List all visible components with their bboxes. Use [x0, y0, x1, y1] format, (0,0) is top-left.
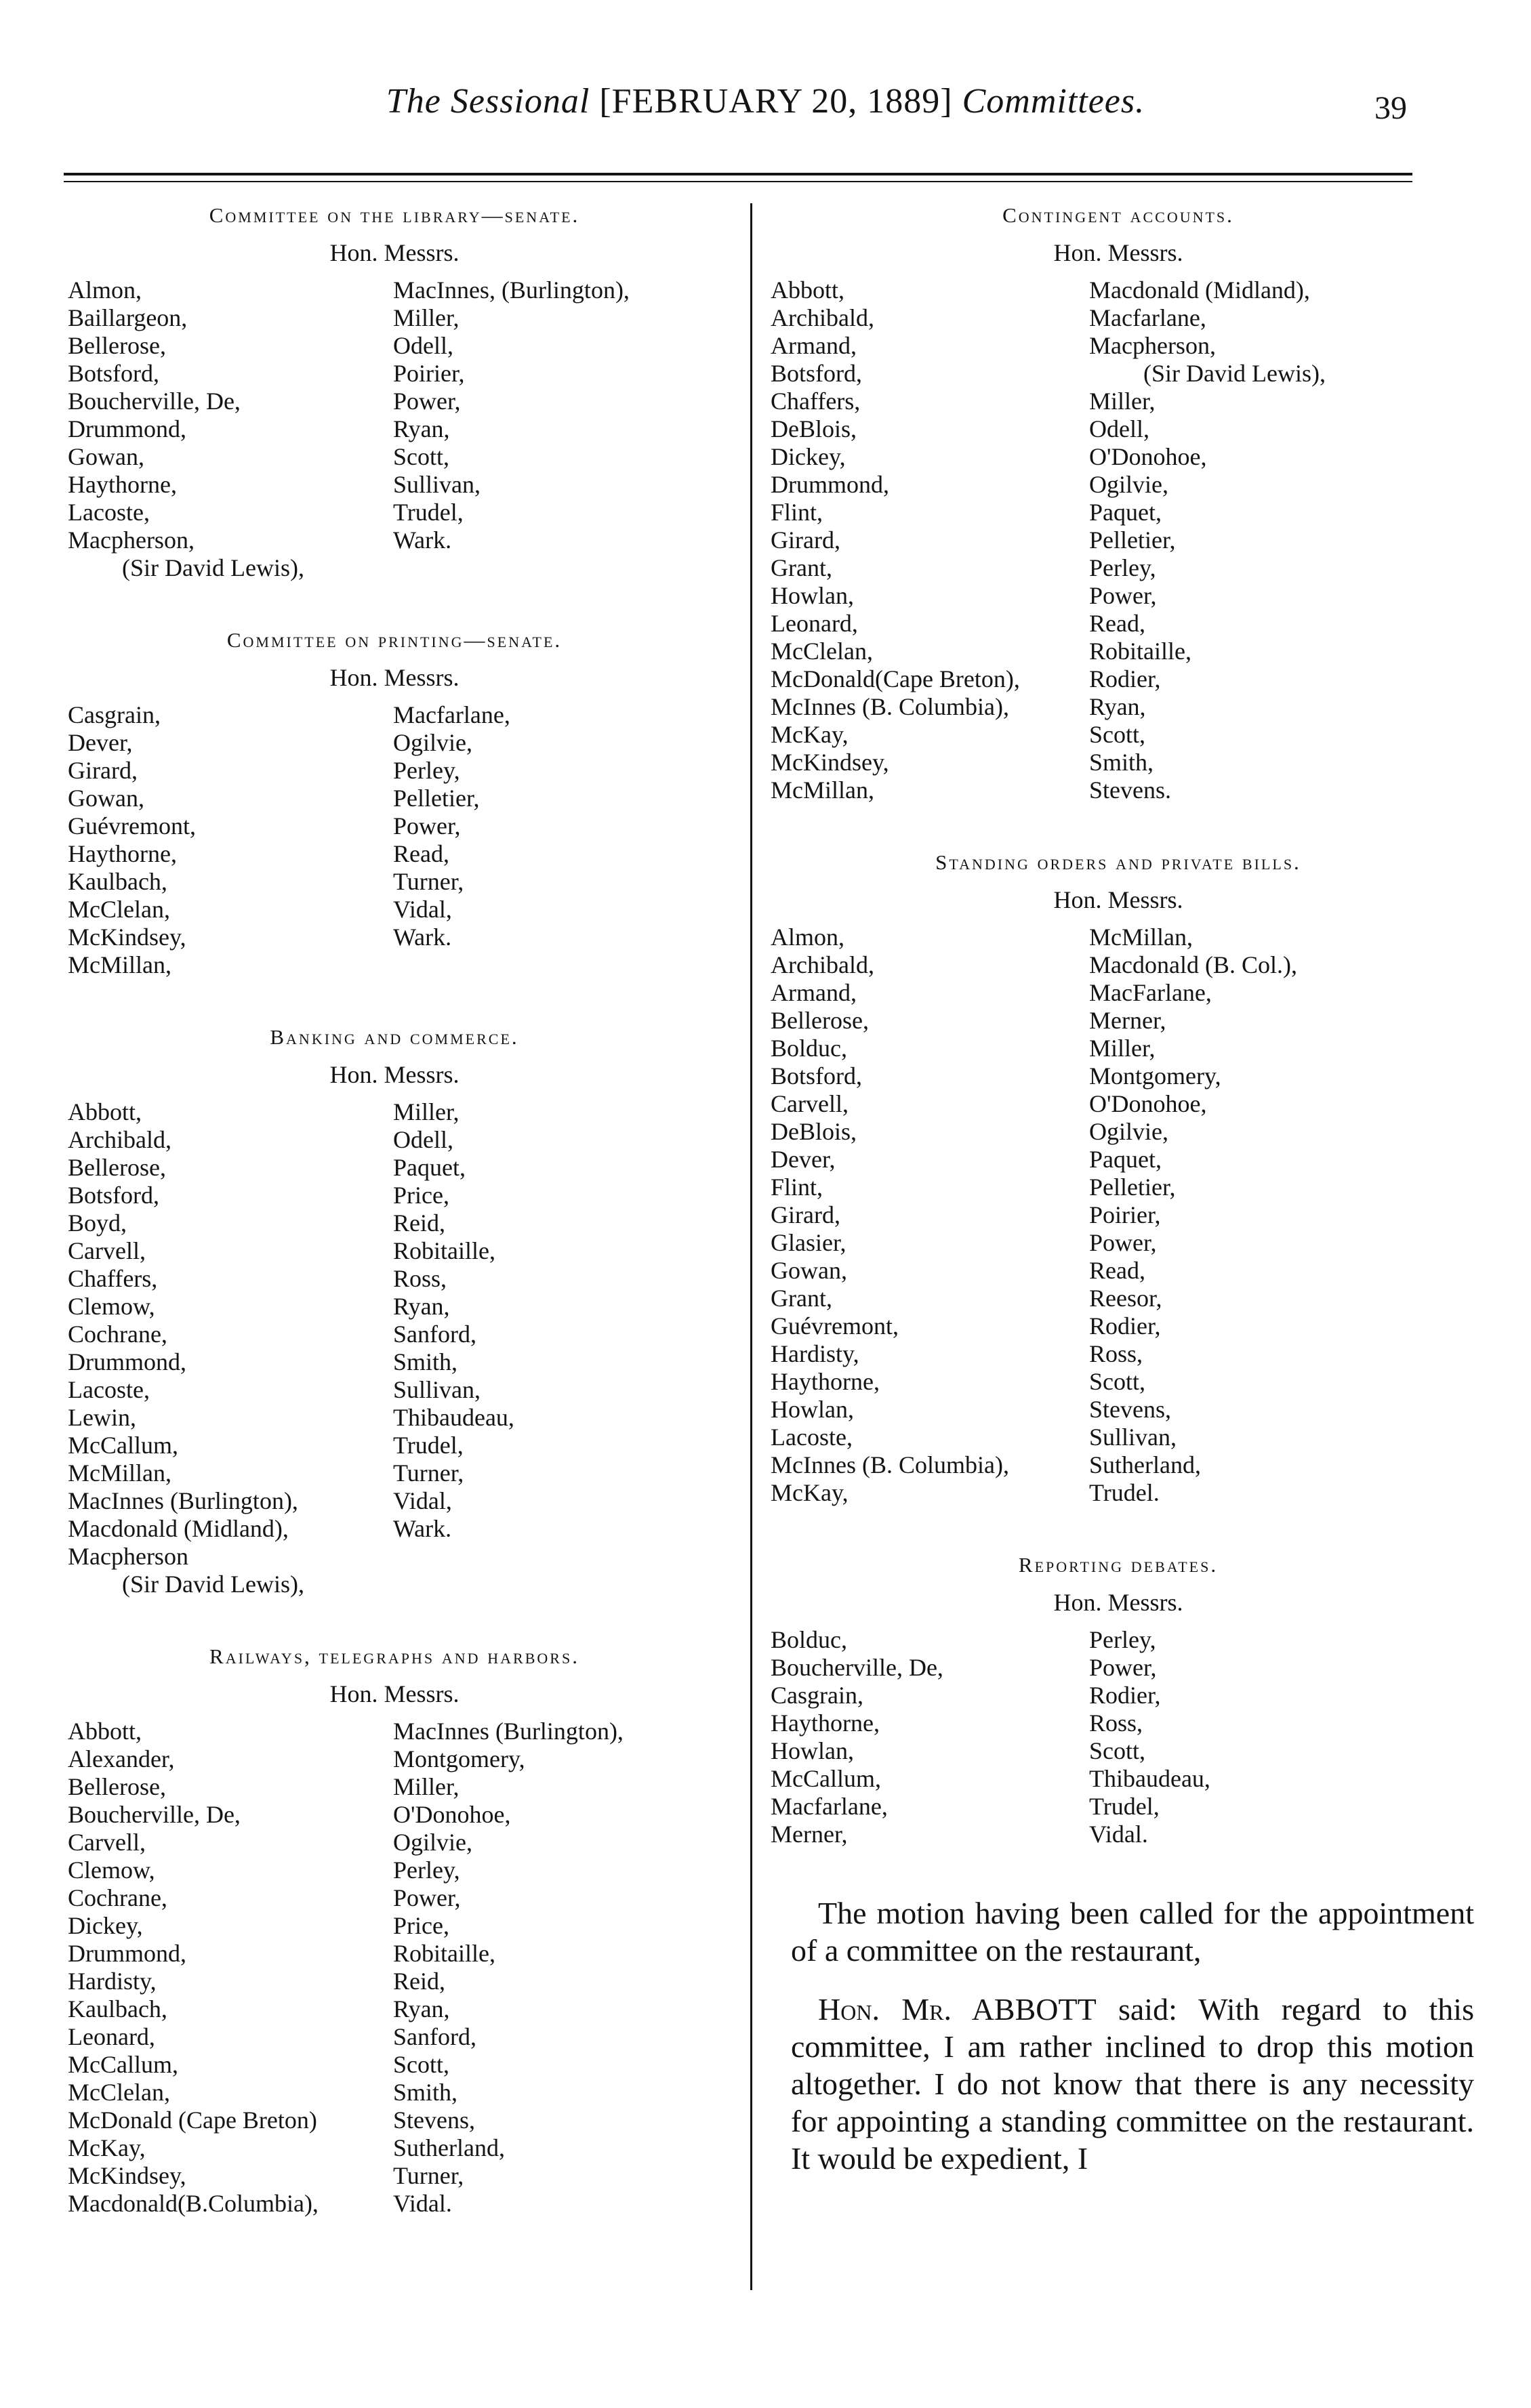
member-name: McKay,	[771, 1479, 849, 1506]
member-name: McClelan,	[771, 638, 873, 665]
member-name: Girard,	[771, 1201, 840, 1228]
member-name: McDonald (Cape Breton)	[68, 2106, 317, 2134]
member-column	[756, 1626, 1089, 1848]
member-name: McKindsey,	[771, 749, 889, 776]
page-number: 39	[1374, 90, 1407, 126]
running-head-left: The Sessional	[386, 82, 590, 121]
member-name: Poirier,	[393, 360, 465, 387]
member-name: Vidal.	[1089, 1821, 1148, 1848]
member-name: Odell,	[1089, 415, 1149, 442]
member-name: O'Donohoe,	[1089, 443, 1207, 470]
member-name: Robitaille,	[393, 1237, 495, 1264]
running-head-right: Committees.	[962, 82, 1145, 121]
member-name: Odell,	[393, 332, 453, 359]
member-name: Boucherville, De,	[68, 388, 241, 415]
column-divider	[750, 203, 752, 2290]
member-name: Sutherland,	[393, 2134, 505, 2161]
member-name: Power,	[1089, 1654, 1157, 1681]
member-name: Bellerose,	[68, 332, 166, 359]
member-name: Wark.	[393, 1515, 452, 1542]
member-name: Lacoste,	[68, 1376, 150, 1403]
member-name: Flint,	[771, 499, 823, 526]
member-name: Miller,	[393, 1773, 460, 1800]
member-name: Almon,	[771, 923, 845, 951]
member-name: Dever,	[771, 1146, 836, 1173]
member-name: Trudel,	[1089, 1793, 1160, 1820]
member-name: Pelletier,	[1089, 1174, 1176, 1201]
member-name: Turner,	[393, 2162, 464, 2189]
speech-text: said: With regard to this committee, I am rather inclined to drop this motion altogether. I do not know that there is any necessity for appointing a standing committee on the restaurant. It would be expedient, I	[791, 1992, 1474, 2176]
member-name: Ross,	[1089, 1709, 1143, 1737]
member-name: Botsford,	[68, 360, 159, 387]
committee-block	[756, 203, 1481, 804]
member-name: Flint,	[771, 1174, 823, 1201]
member-name: McDonald(Cape Breton),	[771, 665, 1020, 692]
member-name: Carvell,	[68, 1829, 146, 1856]
member-name: Ryan,	[1089, 693, 1146, 720]
committee-title: Contingent accounts.	[1002, 203, 1234, 227]
member-name: Dickey,	[771, 443, 846, 470]
member-name: Macfarlane,	[1089, 304, 1206, 331]
member-name: Haythorne,	[68, 840, 177, 867]
member-name: Scott,	[393, 2051, 450, 2078]
member-column	[756, 923, 1089, 1507]
member-name: Kaulbach,	[68, 868, 167, 895]
member-name: Howlan,	[771, 1737, 854, 1764]
committee-title: Committee on the library—senate.	[209, 203, 580, 227]
member-name: Trudel,	[393, 499, 464, 526]
member-name: Poirier,	[1089, 1201, 1161, 1228]
member-name: Gowan,	[68, 785, 144, 812]
member-name: Pelletier,	[393, 785, 480, 812]
member-name: Haythorne,	[771, 1368, 880, 1395]
committee-block	[62, 628, 727, 979]
member-name: Chaffers,	[771, 388, 861, 415]
committee-block	[756, 1553, 1481, 1848]
member-name: Howlan,	[771, 1396, 854, 1423]
member-name: Robitaille,	[393, 1940, 495, 1967]
member-name: Power,	[393, 1884, 461, 1911]
member-name: Gowan,	[771, 1257, 847, 1284]
member-name: Trudel,	[393, 1432, 464, 1459]
member-name: Armand,	[771, 979, 857, 1006]
member-name: Bellerose,	[68, 1773, 166, 1800]
member-name: Smith,	[393, 2079, 458, 2106]
member-column	[1089, 1626, 1442, 1848]
member-name: Hardisty,	[68, 1968, 157, 1995]
member-name: Rodier,	[1089, 1682, 1161, 1709]
member-name: DeBlois,	[771, 1118, 857, 1145]
member-name: Grant,	[771, 554, 832, 581]
member-name: Turner,	[393, 868, 464, 895]
member-name: Sullivan,	[393, 1376, 481, 1403]
committee-title: Banking and commerce.	[270, 1025, 519, 1049]
member-name: Dickey,	[68, 1912, 143, 1939]
committee-honorific: Hon. Messrs.	[1053, 1589, 1183, 1616]
member-name: McKindsey,	[68, 923, 186, 951]
member-name: Macfarlane,	[771, 1793, 888, 1820]
member-name: Ryan,	[393, 1995, 450, 2022]
member-name: Paquet,	[1089, 1146, 1162, 1173]
member-name: Drummond,	[68, 1348, 186, 1375]
member-name: Read,	[1089, 1257, 1145, 1284]
member-name: Archibald,	[771, 951, 874, 978]
member-column	[393, 1718, 718, 2218]
committee-title: Committee on printing—senate.	[226, 628, 563, 652]
member-name: Sanford,	[393, 2023, 476, 2050]
committee-title: Standing orders and private bills.	[935, 850, 1301, 874]
member-name: Howlan,	[771, 582, 854, 609]
member-name: McKay,	[68, 2134, 146, 2161]
member-name: Bolduc,	[771, 1626, 847, 1653]
member-name: Sullivan,	[1089, 1424, 1177, 1451]
member-name: Ross,	[393, 1265, 447, 1292]
page-header	[0, 81, 1531, 136]
member-name: Price,	[393, 1182, 449, 1209]
member-name: Scott,	[1089, 721, 1146, 748]
member-name: O'Donohoe,	[393, 1801, 511, 1828]
member-name: Macdonald(B.Columbia),	[68, 2190, 319, 2217]
member-name: Trudel.	[1089, 1479, 1160, 1506]
member-name: Macdonald (Midland),	[1089, 276, 1310, 304]
member-name: Smith,	[1089, 749, 1154, 776]
member-name: Cochrane,	[68, 1884, 167, 1911]
member-name: Power,	[393, 388, 461, 415]
member-name: Archibald,	[771, 304, 874, 331]
member-name: Miller,	[393, 1098, 460, 1125]
member-name: Almon,	[68, 276, 142, 304]
header-rule-thick	[64, 173, 1412, 175]
member-name: Botsford,	[68, 1182, 159, 1209]
member-name: Rodier,	[1089, 665, 1161, 692]
member-name: Vidal,	[393, 1487, 452, 1514]
member-name: Scott,	[393, 443, 450, 470]
member-name: Ryan,	[393, 1293, 450, 1320]
member-name: Ross,	[1089, 1340, 1143, 1367]
member-name: Girard,	[68, 757, 138, 784]
member-name: Ogilvie,	[393, 1829, 472, 1856]
member-name: Ogilvie,	[393, 729, 472, 756]
member-name: Leonard,	[771, 610, 858, 637]
member-name: DeBlois,	[771, 415, 857, 442]
member-name: Read,	[393, 840, 449, 867]
member-list	[62, 276, 727, 582]
member-name: Clemow,	[68, 1293, 155, 1320]
member-name: Robitaille,	[1089, 638, 1191, 665]
member-name: McInnes (B. Columbia),	[771, 693, 1009, 720]
member-name: McKindsey,	[68, 2162, 186, 2189]
member-list	[62, 1718, 727, 2218]
member-name: Archibald,	[68, 1126, 171, 1153]
member-name: (Sir David Lewis),	[122, 1571, 304, 1598]
member-name: Kaulbach,	[68, 1995, 167, 2022]
member-column	[393, 701, 718, 979]
member-name: Haythorne,	[68, 471, 177, 498]
left-column	[62, 203, 727, 2264]
member-name: Vidal.	[393, 2190, 452, 2217]
member-column	[756, 276, 1089, 804]
member-name: Macdonald (B. Col.),	[1089, 951, 1297, 978]
speech-paragraph	[791, 1991, 1474, 2177]
running-head	[0, 81, 1531, 121]
right-column	[756, 203, 1481, 2199]
member-name: Boucherville, De,	[68, 1801, 241, 1828]
member-name: Ryan,	[393, 415, 450, 442]
member-column	[1089, 923, 1442, 1507]
member-column	[62, 1718, 393, 2218]
member-name: MacInnes, (Burlington),	[393, 276, 630, 304]
member-name: Gowan,	[68, 443, 144, 470]
member-name: Alexander,	[68, 1745, 175, 1772]
member-column	[1089, 276, 1442, 804]
member-name: Power,	[1089, 1229, 1157, 1256]
motion-paragraph: The motion having been called for the appointment of a committee on the restaurant,	[791, 1896, 1474, 1968]
committee-title: Railways, telegraphs and harbors.	[209, 1644, 579, 1668]
member-name: (Sir David Lewis),	[122, 554, 304, 581]
header-rule-thin	[64, 181, 1412, 182]
member-name: Girard,	[771, 526, 840, 554]
member-name: Lacoste,	[68, 499, 150, 526]
member-name: Scott,	[1089, 1368, 1146, 1395]
committee-title: Reporting debates.	[1018, 1553, 1219, 1577]
member-name: Bolduc,	[771, 1035, 847, 1062]
committee-block	[62, 1644, 727, 2218]
member-name: Miller,	[393, 304, 460, 331]
member-name: Macpherson,	[1089, 332, 1216, 359]
member-name: McCallum,	[68, 1432, 178, 1459]
member-name: Glasier,	[771, 1229, 846, 1256]
member-name: Perley,	[1089, 1626, 1156, 1653]
member-column	[393, 276, 718, 582]
committee-block	[756, 850, 1481, 1507]
member-name: Merner,	[771, 1821, 848, 1848]
speaker-name: Hon. Mr. ABBOTT	[818, 1992, 1097, 2027]
member-list	[756, 1626, 1481, 1848]
member-list	[62, 701, 727, 979]
member-list	[756, 923, 1481, 1507]
member-name: Haythorne,	[771, 1709, 880, 1737]
member-name: Botsford,	[771, 360, 862, 387]
member-name: Boyd,	[68, 1209, 127, 1237]
member-name: Clemow,	[68, 1856, 155, 1884]
member-name: Drummond,	[68, 415, 186, 442]
member-name: MacInnes (Burlington),	[393, 1718, 624, 1745]
member-name: Sullivan,	[393, 471, 481, 498]
member-name: Leonard,	[68, 2023, 155, 2050]
member-name: Botsford,	[771, 1062, 862, 1089]
member-name: Sutherland,	[1089, 1451, 1201, 1478]
debate-text	[756, 1894, 1481, 2177]
member-name: Odell,	[393, 1126, 453, 1153]
member-name: Chaffers,	[68, 1265, 158, 1292]
member-name: Macpherson,	[68, 526, 195, 554]
member-name: Sanford,	[393, 1321, 476, 1348]
member-name: Armand,	[771, 332, 857, 359]
member-name: Grant,	[771, 1285, 832, 1312]
member-name: McMillan,	[1089, 923, 1193, 951]
member-name: McInnes (B. Columbia),	[771, 1451, 1009, 1478]
member-name: Turner,	[393, 1459, 464, 1487]
committee-honorific: Hon. Messrs.	[329, 239, 460, 266]
member-name: Lacoste,	[771, 1424, 853, 1451]
member-name: McCallum,	[771, 1765, 881, 1792]
member-name: Read,	[1089, 610, 1145, 637]
member-name: Rodier,	[1089, 1312, 1161, 1340]
member-name: McClelan,	[68, 2079, 170, 2106]
member-name: Drummond,	[771, 471, 889, 498]
member-name: Scott,	[1089, 1737, 1146, 1764]
member-name: Power,	[1089, 582, 1157, 609]
member-name: McMillan,	[68, 951, 171, 978]
member-name: Vidal,	[393, 896, 452, 923]
member-name: Macdonald (Midland),	[68, 1515, 289, 1542]
member-name: Thibaudeau,	[1089, 1765, 1210, 1792]
member-name: Pelletier,	[1089, 526, 1176, 554]
member-name: Price,	[393, 1912, 449, 1939]
member-name: Wark.	[393, 526, 452, 554]
member-name: Ogilvie,	[1089, 1118, 1168, 1145]
member-name: Guévremont,	[68, 812, 196, 839]
member-name: Abbott,	[68, 1718, 142, 1745]
member-name: Smith,	[393, 1348, 458, 1375]
member-name: Boucherville, De,	[771, 1654, 943, 1681]
member-name: Perley,	[393, 1856, 460, 1884]
committee-honorific: Hon. Messrs.	[1053, 886, 1183, 913]
member-name: Carvell,	[771, 1090, 849, 1117]
member-list	[62, 1098, 727, 1598]
member-name: Stevens,	[393, 2106, 475, 2134]
committee-honorific: Hon. Messrs.	[1053, 239, 1183, 266]
member-name: McMillan,	[771, 776, 874, 804]
member-name: Montgomery,	[1089, 1062, 1221, 1089]
member-column	[62, 276, 393, 582]
member-name: McMillan,	[68, 1459, 171, 1487]
member-column	[393, 1098, 718, 1598]
member-name: Guévremont,	[771, 1312, 899, 1340]
member-name: O'Donohoe,	[1089, 1090, 1207, 1117]
member-name: Casgrain,	[771, 1682, 863, 1709]
member-name: Abbott,	[68, 1098, 142, 1125]
member-column	[62, 701, 393, 979]
member-name: Abbott,	[771, 276, 845, 304]
right-committees	[756, 203, 1481, 1848]
committee-block	[62, 203, 727, 582]
member-list	[756, 276, 1481, 804]
member-name: Hardisty,	[771, 1340, 859, 1367]
member-name: Reesor,	[1089, 1285, 1162, 1312]
member-name: Cochrane,	[68, 1321, 167, 1348]
member-name: Paquet,	[393, 1154, 466, 1181]
member-name: (Sir David Lewis),	[1143, 360, 1326, 387]
member-name: MacInnes (Burlington),	[68, 1487, 298, 1514]
member-name: Dever,	[68, 729, 133, 756]
committee-honorific: Hon. Messrs.	[329, 1680, 460, 1707]
running-head-date: [FEBRUARY 20, 1889]	[590, 82, 962, 121]
member-name: McCallum,	[68, 2051, 178, 2078]
member-name: McClelan,	[68, 896, 170, 923]
member-name: Reid,	[393, 1968, 445, 1995]
member-name: Stevens,	[1089, 1396, 1171, 1423]
member-name: Power,	[393, 812, 461, 839]
member-name: Macpherson	[68, 1543, 188, 1570]
member-name: Carvell,	[68, 1237, 146, 1264]
member-name: Drummond,	[68, 1940, 186, 1967]
member-name: Bellerose,	[771, 1007, 869, 1034]
member-name: Casgrain,	[68, 701, 161, 728]
member-name: Merner,	[1089, 1007, 1166, 1034]
member-name: Macfarlane,	[393, 701, 510, 728]
committee-block	[62, 1025, 727, 1598]
member-name: Ogilvie,	[1089, 471, 1168, 498]
member-name: Perley,	[393, 757, 460, 784]
member-name: Reid,	[393, 1209, 445, 1237]
member-name: MacFarlane,	[1089, 979, 1212, 1006]
member-name: Wark.	[393, 923, 452, 951]
member-name: Stevens.	[1089, 776, 1171, 804]
member-name: Miller,	[1089, 388, 1156, 415]
member-name: Paquet,	[1089, 499, 1162, 526]
member-column	[62, 1098, 393, 1598]
member-name: Baillargeon,	[68, 304, 188, 331]
committee-honorific: Hon. Messrs.	[329, 1061, 460, 1088]
member-name: Montgomery,	[393, 1745, 525, 1772]
member-name: Miller,	[1089, 1035, 1156, 1062]
member-name: Perley,	[1089, 554, 1156, 581]
committee-honorific: Hon. Messrs.	[329, 664, 460, 691]
member-name: Lewin,	[68, 1404, 136, 1431]
member-name: Thibaudeau,	[393, 1404, 514, 1431]
member-name: McKay,	[771, 721, 849, 748]
member-name: Bellerose,	[68, 1154, 166, 1181]
